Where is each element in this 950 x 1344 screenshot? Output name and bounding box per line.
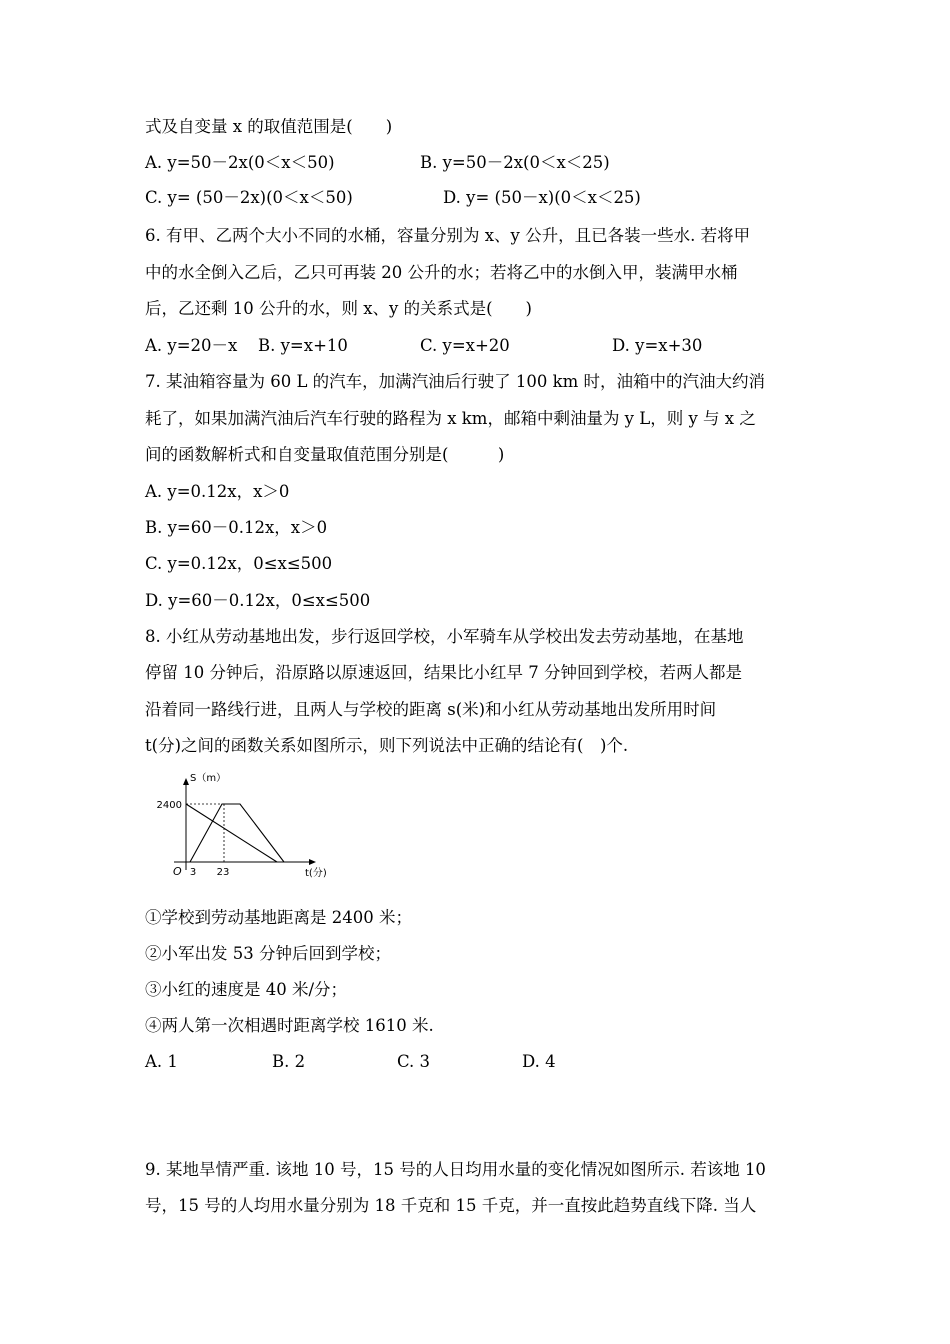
q6-option-a: A. y=20－x (145, 336, 238, 355)
q8-distance-time-graph (156, 768, 340, 886)
q8-stem-line-1: 8. 小红从劳动基地出发，步行返回学校，小军骑车从学校出发去劳动基地，在基地 (145, 627, 744, 646)
q8-statement-1: ①学校到劳动基地距离是 2400 米； (145, 908, 412, 927)
q8-statement-2: ②小军出发 53 分钟后回到学校； (145, 944, 391, 963)
q5-stem-tail: 式及自变量 x 的取值范围是( ) (145, 117, 393, 136)
q9-stem-line-1: 9. 某地旱情严重. 该地 10 号，15 号的人日均用水量的变化情况如图所示. 若该地 10 (145, 1160, 766, 1179)
y-axis-arrow (183, 778, 189, 785)
xiaojun-path (190, 804, 284, 862)
q6-option-b: B. y=x+10 (258, 336, 348, 355)
q7-stem-line-1: 7. 某油箱容量为 60 L 的汽车，加满汽油后行驶了 100 km 时，油箱中的汽油大约消 (145, 372, 766, 391)
q8-stem-line-2: 停留 10 分钟后，沿原路以原速返回，结果比小红早 7 分钟回到学校，若两人都是 (145, 663, 742, 682)
q5-option-a: A. y=50－2x(0＜x＜50) (145, 153, 335, 172)
q8-option-a: A. 1 (145, 1052, 178, 1071)
q8-option-d: D. 4 (522, 1052, 556, 1071)
q7-option-b: B. y=60－0.12x，x＞0 (145, 518, 328, 537)
q6-stem-line-2: 中的水全倒入乙后，乙只可再装 20 公升的水；若将乙中的水倒入甲，装满甲水桶 (145, 263, 738, 282)
x-tick-23: 23 (216, 867, 230, 878)
q5-option-d: D. y= (50－x)(0＜x＜25) (443, 188, 641, 207)
q7-option-a: A. y=0.12x，x＞0 (145, 482, 290, 501)
q6-stem-line-1: 6. 有甲、乙两个大小不同的水桶，容量分别为 x、y 公升，且已各装一些水. 若将甲 (145, 226, 751, 245)
x-axis-arrow (309, 859, 316, 865)
q7-stem-line-3: 间的函数解析式和自变量取值范围分别是( ) (145, 445, 505, 464)
q8-option-c: C. 3 (397, 1052, 431, 1071)
x-axis-label: t(分) (305, 868, 327, 879)
xiaohong-path (186, 804, 277, 862)
q5-option-c: C. y= (50－2x)(0＜x＜50) (145, 188, 353, 207)
q6-option-c: C. y=x+20 (420, 336, 510, 355)
x-tick-3: 3 (189, 867, 197, 878)
q6-option-d: D. y=x+30 (612, 336, 703, 355)
origin-label: O (173, 865, 182, 878)
q5-option-b: B. y=50－2x(0＜x＜25) (420, 153, 610, 172)
q8-stem-line-3: 沿着同一路线行进，且两人与学校的距离 s(米)和小红从劳动基地出发所用时间 (145, 700, 717, 719)
q7-option-d: D. y=60－0.12x，0≤x≤500 (145, 591, 371, 610)
q7-stem-line-2: 耗了，如果加满汽油后汽车行驶的路程为 x km，邮箱中剩油量为 y L，则 y 与 x 之 (145, 409, 756, 428)
y-axis-label: S（m） (190, 773, 227, 784)
q8-statement-4: ④两人第一次相遇时距离学校 1610 米. (145, 1016, 434, 1035)
q8-stem-line-4: t(分)之间的函数关系如图所示，则下列说法中正确的结论有( )个. (145, 736, 629, 755)
q9-stem-line-2: 号，15 号的人均用水量分别为 18 千克和 15 千克，并一直按此趋势直线下降. 当人 (145, 1196, 757, 1215)
q8-statement-3: ③小红的速度是 40 米/分； (145, 980, 348, 999)
q6-stem-line-3: 后，乙还剩 10 公升的水，则 x、y 的关系式是( ) (145, 299, 532, 318)
q8-option-b: B. 2 (272, 1052, 306, 1071)
y-tick-2400: 2400 (156, 800, 182, 811)
q7-option-c: C. y=0.12x，0≤x≤500 (145, 554, 333, 573)
